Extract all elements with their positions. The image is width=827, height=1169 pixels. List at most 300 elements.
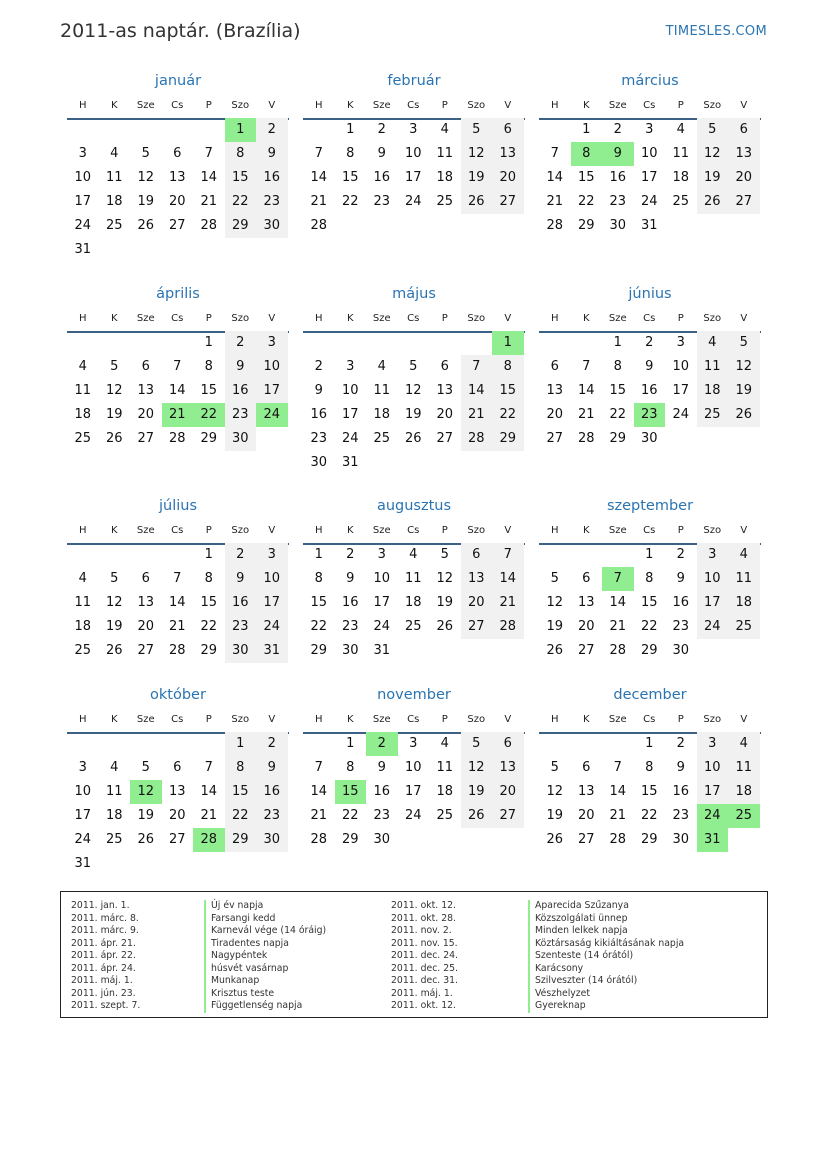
day-cell: 27 [577, 643, 595, 658]
day-cell: 31 [373, 643, 391, 658]
weekday-header: Szo [467, 714, 486, 725]
day-cell: 4 [739, 736, 748, 751]
holiday-day-cell: 24 [697, 804, 729, 828]
day-cell: 7 [613, 760, 622, 775]
day-cell: 9 [377, 760, 386, 775]
day-cell: 27 [467, 619, 485, 634]
month-4 [303, 286, 525, 486]
legend-holiday-name: Aparecida Szűzanya [528, 900, 684, 913]
weekday-header: Sze [608, 525, 627, 536]
legend-date: 2011. nov. 15. [391, 937, 458, 949]
holiday-day-cell: 7 [602, 567, 634, 591]
day-cell: 14 [168, 383, 186, 398]
day-cell: 20 [577, 808, 595, 823]
weekday-header: K [346, 100, 354, 111]
day-cell: 29 [577, 218, 595, 233]
day-cell: 9 [676, 571, 685, 586]
weekday-header: P [205, 525, 212, 536]
legend-date: 2011. dec. 25. [391, 962, 458, 974]
day-cell: 15 [231, 784, 249, 799]
weekday-header: H [550, 313, 559, 324]
day-cell: 24 [404, 808, 422, 823]
weekday-header: H [78, 525, 87, 536]
day-cell: 20 [546, 407, 564, 422]
day-cell: 22 [231, 194, 249, 209]
day-cell: 27 [499, 808, 517, 823]
day-cell: 22 [609, 407, 627, 422]
day-cell: 1 [613, 335, 622, 350]
day-cell: 5 [739, 335, 748, 350]
day-cell: 27 [499, 194, 517, 209]
day-cell: 25 [436, 808, 454, 823]
day-cell: 9 [314, 383, 323, 398]
day-cell: 20 [467, 595, 485, 610]
weekday-header: K [110, 313, 118, 324]
day-cell: 21 [168, 619, 186, 634]
legend-holiday-name: Függetlenség napja [204, 1000, 326, 1013]
day-cell: 30 [672, 832, 690, 847]
day-cell: 12 [137, 170, 155, 185]
legend-date: 2011. szept. 7. [71, 1000, 141, 1011]
day-cell: 23 [373, 808, 391, 823]
day-cell: 25 [735, 619, 753, 634]
day-cell: 31 [263, 643, 281, 658]
day-cell: 24 [703, 619, 721, 634]
day-cell: 14 [546, 170, 564, 185]
day-cell: 26 [467, 808, 485, 823]
day-cell: 4 [676, 122, 685, 137]
weekday-header: Cs [643, 313, 656, 324]
day-cell: 4 [739, 547, 748, 562]
day-cell: 5 [141, 760, 150, 775]
day-cell: 13 [467, 571, 485, 586]
day-cell: 20 [577, 619, 595, 634]
legend-dates-right [391, 900, 458, 1013]
day-cell: 23 [310, 431, 328, 446]
month-8 [539, 498, 761, 698]
weekday-header: K [582, 313, 590, 324]
day-cell: 5 [472, 736, 481, 751]
day-cell: 11 [105, 170, 123, 185]
holiday-day-cell: 22 [193, 403, 225, 427]
day-cell: 13 [735, 146, 753, 161]
day-cell: 14 [200, 784, 218, 799]
day-cell: 6 [472, 547, 481, 562]
day-cell: 22 [231, 808, 249, 823]
day-cell: 4 [78, 571, 87, 586]
weekday-header: Sze [608, 313, 627, 324]
month-6 [67, 498, 289, 698]
day-cell: 15 [609, 383, 627, 398]
day-cell: 24 [640, 194, 658, 209]
day-cell: 10 [263, 571, 281, 586]
weekday-header: Szo [703, 100, 722, 111]
day-cell: 30 [231, 431, 249, 446]
weekday-header: K [582, 100, 590, 111]
day-cell: 3 [409, 736, 418, 751]
day-cell: 16 [231, 595, 249, 610]
day-cell: 15 [310, 595, 328, 610]
day-cell: 28 [310, 218, 328, 233]
page-title: 2011-as naptár. (Brazília) [60, 20, 301, 42]
day-cell: 6 [503, 736, 512, 751]
legend-date: 2011. okt. 28. [391, 912, 456, 924]
day-cell: 17 [703, 784, 721, 799]
weekday-header: H [550, 525, 559, 536]
day-cell: 29 [499, 431, 517, 446]
day-cell: 24 [672, 407, 690, 422]
weekday-header: H [78, 100, 87, 111]
day-cell: 26 [137, 832, 155, 847]
day-cell: 19 [105, 407, 123, 422]
holiday-day-cell: 12 [130, 780, 162, 804]
weekday-header: Szo [467, 100, 486, 111]
day-cell: 2 [236, 547, 245, 562]
day-cell: 18 [436, 784, 454, 799]
day-cell: 19 [735, 383, 753, 398]
day-cell: 2 [676, 736, 685, 751]
day-cell: 20 [436, 407, 454, 422]
weekday-header: V [740, 100, 748, 111]
day-cell: 12 [546, 595, 564, 610]
day-cell: 27 [137, 643, 155, 658]
day-cell: 18 [404, 595, 422, 610]
weekday-header: Szo [231, 714, 250, 725]
day-cell: 20 [137, 619, 155, 634]
weekday-header: V [268, 313, 276, 324]
day-cell: 31 [74, 856, 92, 871]
day-cell: 14 [467, 383, 485, 398]
day-cell: 11 [436, 146, 454, 161]
day-cell: 10 [74, 170, 92, 185]
weekday-header: P [677, 100, 684, 111]
day-cell: 3 [645, 122, 654, 137]
day-cell: 17 [404, 784, 422, 799]
day-cell: 8 [645, 760, 654, 775]
day-cell: 19 [436, 595, 454, 610]
day-cell: 10 [404, 146, 422, 161]
day-cell: 8 [236, 146, 245, 161]
day-cell: 7 [550, 146, 559, 161]
day-cell: 26 [467, 194, 485, 209]
weekday-header: H [314, 714, 323, 725]
legend-date: 2011. máj. 1. [391, 987, 453, 999]
legend-date: 2011. dec. 24. [391, 950, 458, 961]
weekday-header: V [268, 100, 276, 111]
legend-holiday-name: húsvét vasárnap [204, 963, 326, 976]
weekday-header: Sze [136, 525, 155, 536]
day-cell: 17 [672, 383, 690, 398]
legend-holiday-name: Nagypéntek [204, 950, 326, 963]
day-cell: 10 [373, 571, 391, 586]
day-cell: 16 [310, 407, 328, 422]
day-cell: 19 [467, 784, 485, 799]
day-cell: 10 [703, 760, 721, 775]
legend-holiday-name: Karnevál vége (14 óráig) [204, 925, 326, 938]
day-cell: 1 [582, 122, 591, 137]
day-cell: 18 [436, 170, 454, 185]
legend-holiday-name: Gyereknap [528, 1000, 684, 1013]
legend-date: 2011. dec. 31. [391, 975, 458, 986]
legend-date: 2011. márc. 8. [71, 912, 139, 924]
day-cell: 21 [546, 194, 564, 209]
holiday-day-cell: 21 [162, 403, 194, 427]
weekday-header: P [205, 313, 212, 324]
day-cell: 8 [645, 571, 654, 586]
day-cell: 2 [346, 547, 355, 562]
day-cell: 26 [735, 407, 753, 422]
month-9 [67, 687, 289, 887]
day-cell: 26 [436, 619, 454, 634]
day-cell: 22 [341, 808, 359, 823]
day-cell: 14 [310, 170, 328, 185]
day-cell: 22 [310, 619, 328, 634]
day-cell: 18 [74, 407, 92, 422]
day-cell: 8 [236, 760, 245, 775]
day-cell: 7 [204, 146, 213, 161]
day-cell: 2 [267, 122, 276, 137]
weekday-header: P [441, 525, 448, 536]
legend-holiday-name: Tiradentes napja [204, 938, 326, 951]
day-cell: 12 [105, 383, 123, 398]
day-cell: 29 [231, 218, 249, 233]
holiday-day-cell: 8 [571, 142, 603, 166]
day-cell: 6 [582, 760, 591, 775]
day-cell: 28 [200, 218, 218, 233]
month-name: július [158, 498, 198, 514]
weekday-header: V [504, 714, 512, 725]
day-cell: 26 [105, 431, 123, 446]
day-cell: 13 [546, 383, 564, 398]
day-cell: 4 [708, 335, 717, 350]
day-cell: 24 [74, 832, 92, 847]
weekday-header: Cs [643, 100, 656, 111]
day-cell: 21 [609, 619, 627, 634]
legend-holiday-name: Munkanap [204, 975, 326, 988]
day-cell: 4 [409, 547, 418, 562]
day-cell: 2 [613, 122, 622, 137]
weekday-header: H [314, 313, 323, 324]
day-cell: 4 [377, 359, 386, 374]
legend-names-right [528, 900, 684, 1013]
day-cell: 17 [373, 595, 391, 610]
day-cell: 5 [141, 146, 150, 161]
legend-date: 2011. ápr. 24. [71, 962, 136, 974]
day-cell: 21 [609, 808, 627, 823]
day-cell: 28 [609, 643, 627, 658]
legend-date: 2011. ápr. 21. [71, 937, 136, 949]
month-10 [303, 687, 525, 887]
day-cell: 3 [708, 547, 717, 562]
day-cell: 6 [173, 760, 182, 775]
legend-holiday-name: Minden lelkek napja [528, 925, 684, 938]
day-cell: 9 [377, 146, 386, 161]
weekday-header: Cs [407, 714, 420, 725]
month-name: október [150, 687, 206, 703]
day-cell: 2 [645, 335, 654, 350]
day-cell: 21 [200, 808, 218, 823]
day-cell: 20 [168, 194, 186, 209]
day-cell: 26 [703, 194, 721, 209]
day-cell: 15 [341, 170, 359, 185]
legend-holiday-name: Köztársaság kikiáltásának napja [528, 938, 684, 951]
weekday-header: H [550, 100, 559, 111]
month-name: szeptember [606, 498, 694, 514]
day-cell: 4 [440, 122, 449, 137]
day-cell: 21 [200, 194, 218, 209]
day-cell: 12 [436, 571, 454, 586]
weekday-header: Sze [372, 714, 391, 725]
weekday-header: Szo [231, 313, 250, 324]
weekday-header: K [110, 100, 118, 111]
day-cell: 3 [346, 359, 355, 374]
day-cell: 27 [577, 832, 595, 847]
weekday-header: Cs [643, 714, 656, 725]
month-7 [303, 498, 525, 698]
day-cell: 8 [204, 359, 213, 374]
day-cell: 7 [204, 760, 213, 775]
weekday-header: Szo [467, 525, 486, 536]
day-cell: 5 [708, 122, 717, 137]
holiday-legend [60, 891, 768, 1018]
day-cell: 15 [200, 595, 218, 610]
month-name: december [613, 687, 687, 703]
day-cell: 10 [74, 784, 92, 799]
day-cell: 3 [78, 760, 87, 775]
day-cell: 8 [314, 571, 323, 586]
day-cell: 14 [609, 784, 627, 799]
month-3 [67, 286, 289, 486]
day-cell: 12 [703, 146, 721, 161]
day-cell: 17 [404, 170, 422, 185]
day-cell: 12 [546, 784, 564, 799]
day-cell: 19 [467, 170, 485, 185]
day-cell: 10 [263, 359, 281, 374]
day-cell: 24 [74, 218, 92, 233]
weekday-header: H [314, 100, 323, 111]
day-cell: 5 [409, 359, 418, 374]
holiday-day-cell: 1 [225, 118, 257, 142]
day-cell: 7 [314, 760, 323, 775]
weekday-header: Szo [231, 525, 250, 536]
day-cell: 21 [577, 407, 595, 422]
legend-date: 2011. ápr. 22. [71, 950, 136, 961]
day-cell: 16 [640, 383, 658, 398]
day-cell: 23 [672, 808, 690, 823]
day-cell: 20 [499, 784, 517, 799]
day-cell: 9 [645, 359, 654, 374]
site-link[interactable]: TIMESLES.COM [665, 24, 767, 39]
legend-date: 2011. jan. 1. [71, 900, 130, 911]
day-cell: 28 [546, 218, 564, 233]
day-cell: 6 [582, 571, 591, 586]
legend-holiday-name: Szenteste (14 órától) [528, 950, 684, 963]
day-cell: 4 [78, 359, 87, 374]
day-cell: 17 [341, 407, 359, 422]
weekday-header: K [346, 525, 354, 536]
month-11 [539, 687, 761, 887]
day-cell: 28 [609, 832, 627, 847]
day-cell: 12 [467, 146, 485, 161]
day-cell: 19 [546, 619, 564, 634]
day-cell: 30 [609, 218, 627, 233]
day-cell: 18 [105, 194, 123, 209]
month-5 [539, 286, 761, 486]
weekday-header: Sze [372, 313, 391, 324]
day-cell: 13 [499, 760, 517, 775]
day-cell: 26 [105, 643, 123, 658]
day-cell: 31 [74, 242, 92, 257]
day-cell: 28 [310, 832, 328, 847]
weekday-header: Szo [703, 714, 722, 725]
legend-date: 2011. okt. 12. [391, 900, 456, 911]
day-cell: 13 [577, 595, 595, 610]
day-cell: 11 [735, 760, 753, 775]
day-cell: 6 [739, 122, 748, 137]
weekday-header: Sze [608, 100, 627, 111]
day-cell: 30 [373, 832, 391, 847]
day-cell: 14 [200, 170, 218, 185]
weekday-header: H [78, 313, 87, 324]
month-name: április [156, 286, 200, 302]
day-cell: 24 [263, 619, 281, 634]
day-cell: 21 [467, 407, 485, 422]
month-name: május [392, 286, 436, 302]
day-cell: 16 [373, 170, 391, 185]
day-cell: 11 [404, 571, 422, 586]
weekday-header: H [78, 714, 87, 725]
day-cell: 1 [346, 122, 355, 137]
day-cell: 22 [640, 619, 658, 634]
weekday-header: Cs [171, 100, 184, 111]
day-cell: 11 [703, 359, 721, 374]
holiday-day-cell: 28 [193, 828, 225, 852]
day-cell: 27 [137, 431, 155, 446]
weekday-header: P [441, 100, 448, 111]
day-cell: 16 [263, 784, 281, 799]
day-cell: 11 [105, 784, 123, 799]
day-cell: 25 [404, 619, 422, 634]
day-cell: 13 [436, 383, 454, 398]
day-cell: 18 [735, 784, 753, 799]
day-cell: 27 [436, 431, 454, 446]
day-cell: 3 [267, 547, 276, 562]
legend-holiday-name: Karácsony [528, 963, 684, 976]
day-cell: 23 [231, 407, 249, 422]
day-cell: 1 [204, 335, 213, 350]
weekday-header: V [504, 100, 512, 111]
day-cell: 6 [141, 571, 150, 586]
day-cell: 23 [263, 194, 281, 209]
day-cell: 29 [640, 832, 658, 847]
weekday-header: Sze [136, 100, 155, 111]
weekday-header: Sze [372, 100, 391, 111]
day-cell: 24 [404, 194, 422, 209]
day-cell: 3 [377, 547, 386, 562]
legend-holiday-name: Vészhelyzet [528, 988, 684, 1001]
day-cell: 10 [672, 359, 690, 374]
day-cell: 20 [499, 170, 517, 185]
day-cell: 2 [377, 122, 386, 137]
day-cell: 5 [440, 547, 449, 562]
day-cell: 23 [263, 808, 281, 823]
day-cell: 6 [173, 146, 182, 161]
day-cell: 14 [577, 383, 595, 398]
weekday-header: K [346, 714, 354, 725]
day-cell: 15 [200, 383, 218, 398]
month-name: június [628, 286, 672, 302]
weekday-header: K [110, 525, 118, 536]
